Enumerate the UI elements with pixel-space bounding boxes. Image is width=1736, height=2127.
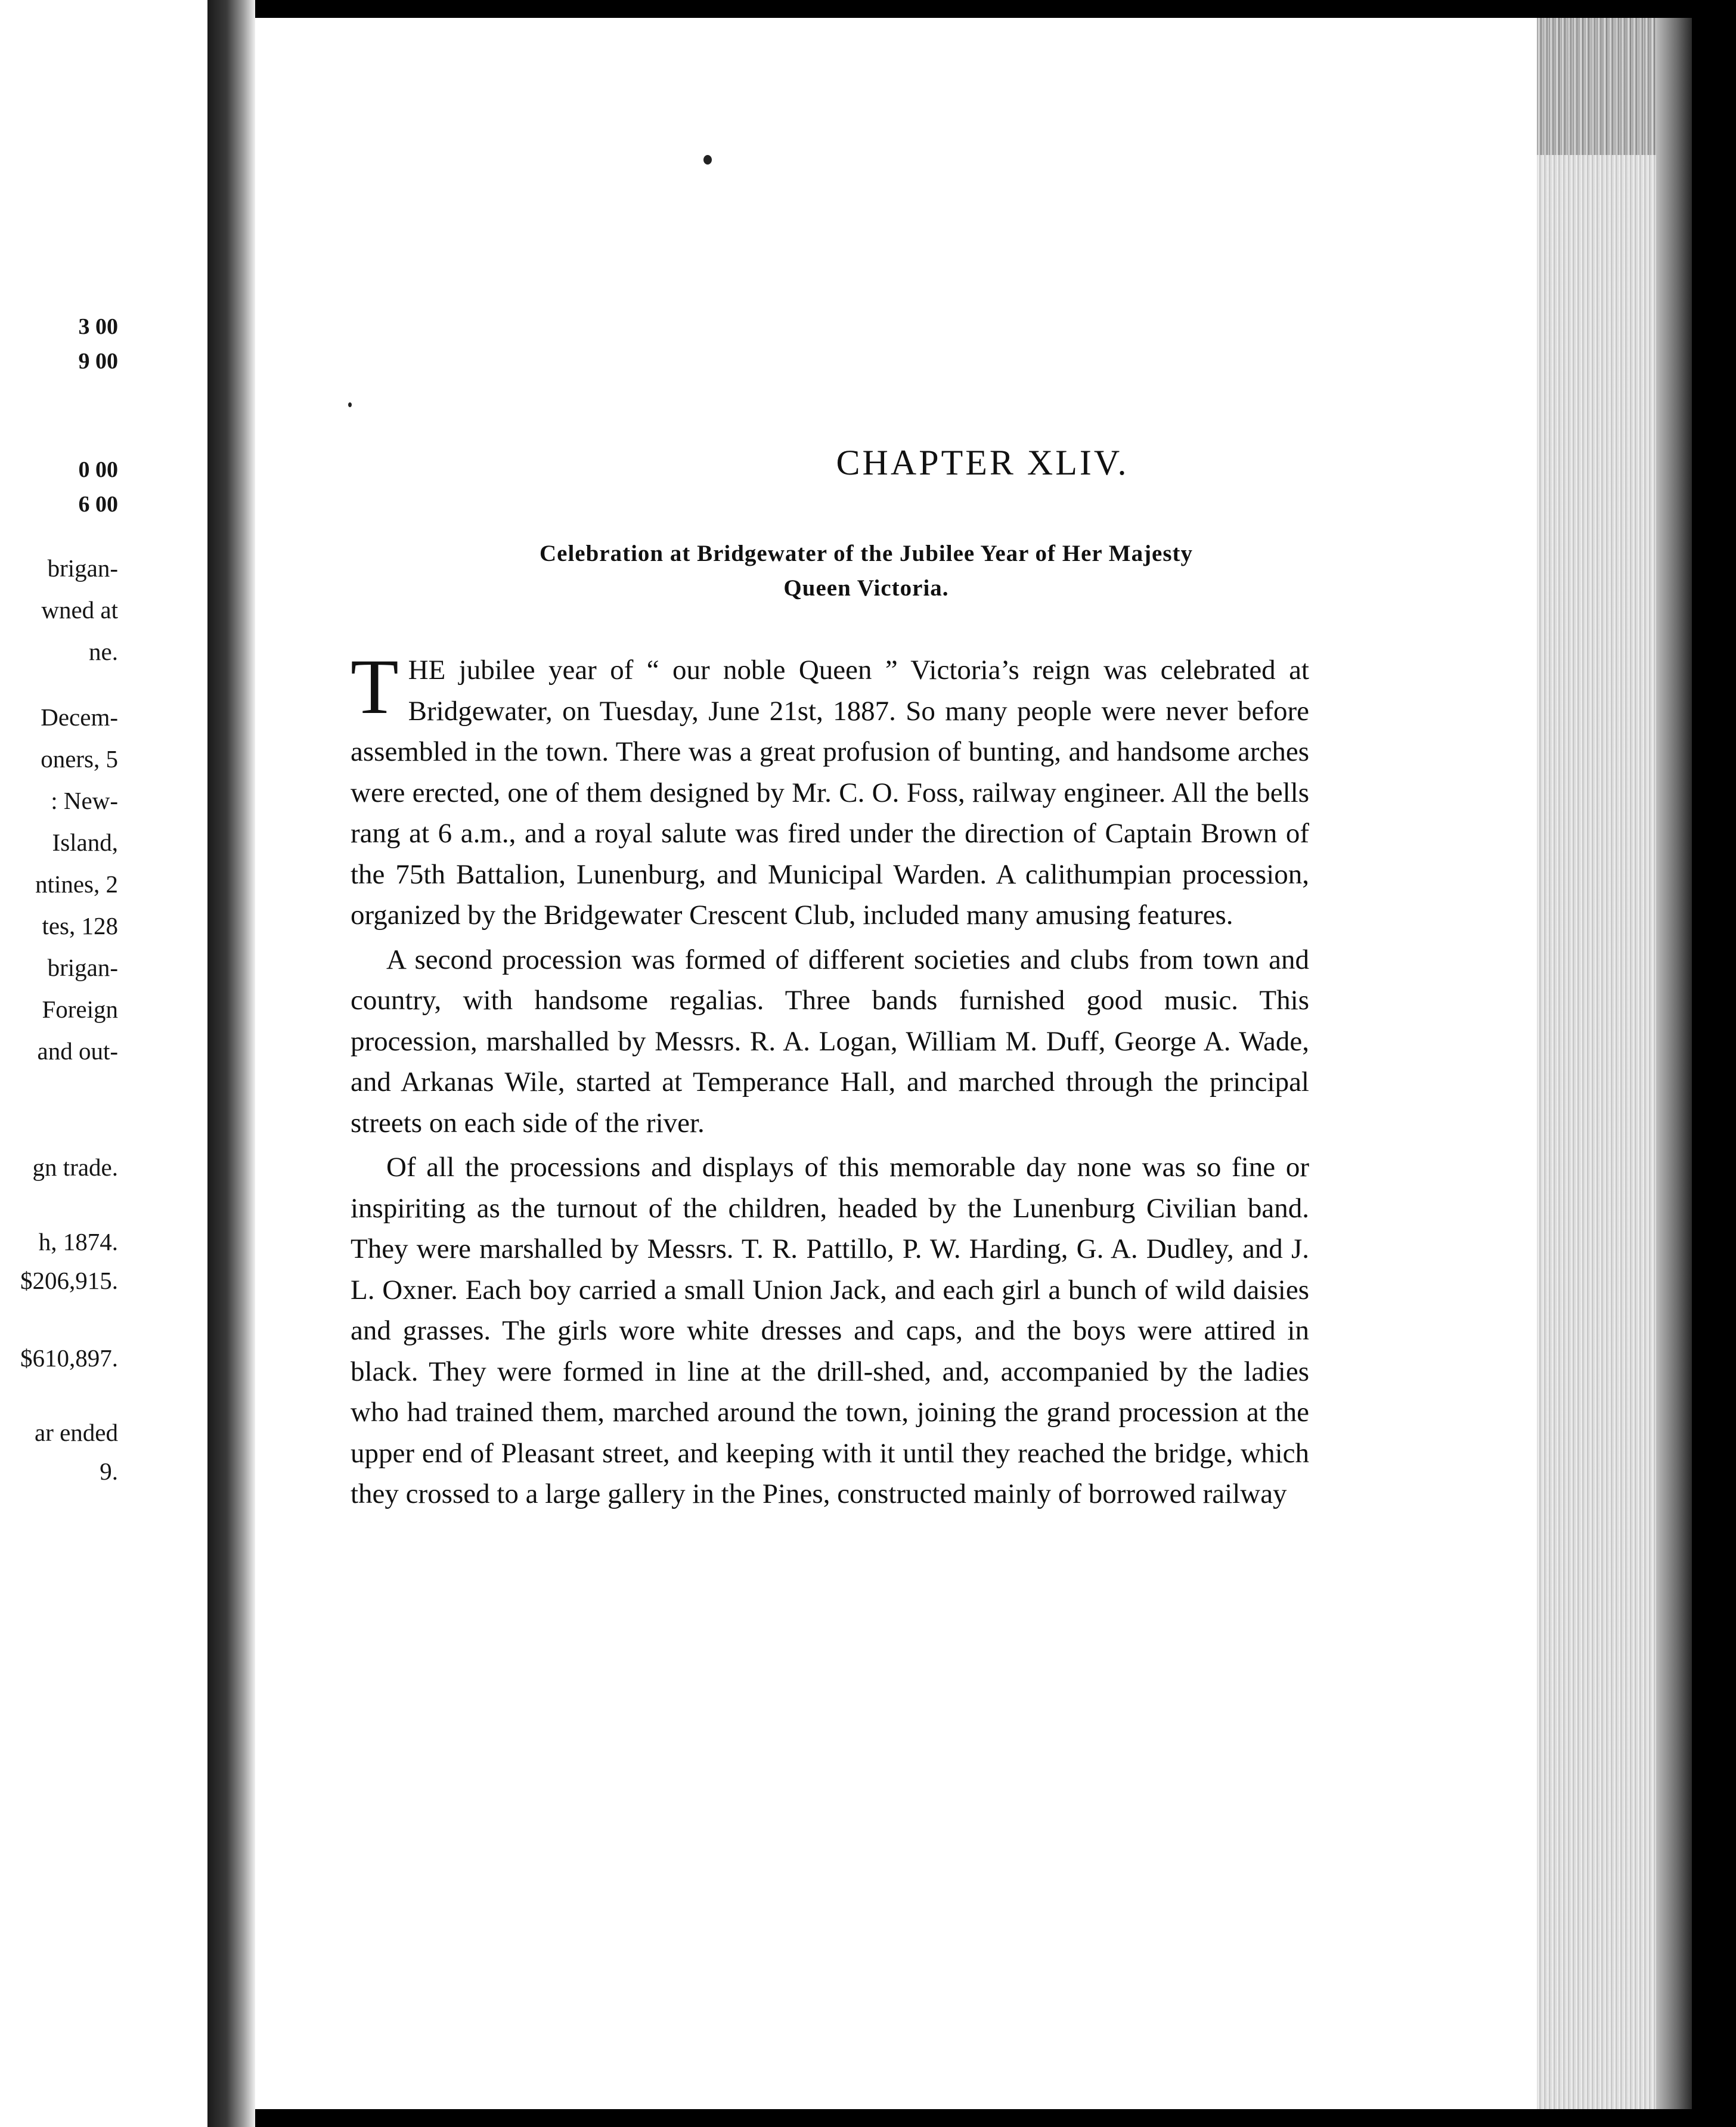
left-page-line: 6 00 [78,492,118,517]
chapter-subtitle [428,537,1304,606]
left-page-line: 9. [100,1458,118,1485]
left-page-line: brigan- [47,554,118,582]
book-fore-edge-shadow [1656,18,1692,2109]
ink-speck [703,155,712,165]
left-page-line: $206,915. [20,1267,118,1294]
drop-cap: T [351,643,399,730]
paragraph: A second procession was formed of different societies and clubs from town and country, with handsome regalias. Three bands furnished good music. This procession, marshalled by Messrs. R. A. Logan, William M. Duff, George A. Wade, and Arkanas Wile, started at Temperance Hall, and marched through the principal streets on each side of the river. [351,944,1309,1139]
ink-speck [348,402,352,407]
left-page-line: ar ended [35,1419,118,1446]
left-page-line: : New- [51,787,118,814]
right-page [255,18,1537,2109]
paragraph: Of all the processions and displays of this memorable day none was so fine or inspiriting as the turnout of the children, headed by the Lunenburg Civilian band. They were marshalled by Messrs. T. R. Pattillo, P. W. Harding, G. A. Dudley, and J. L. Oxner. Each boy carried a small Union Jack, and each girl a bunch of wild daisies and grasses. The girls wore white dresses and caps, and the boys were attired in black. They were formed in line at the drill-shed, and, accompanied by the ladies who had trained them, marched around the town, joining the grand procession at the upper end of Pleasant street, and keeping with it until they reached the bridge, which they crossed to a large gallery in the Pines, constructed mainly of borrowed railway [351,1152,1309,1509]
left-page-line: oners, 5 [41,745,118,773]
left-page-line: Island, [52,829,118,856]
left-page-line: wned at [41,596,118,624]
left-page-line: tes, 128 [42,912,118,940]
left-page-line: ntines, 2 [35,870,118,898]
chapter-title: CHAPTER XLIV. [836,443,1129,482]
chapter-subtitle-line: Celebration at Bridgewater of the Jubilee Year of Her Majesty [539,541,1194,566]
left-page-fragment [0,0,207,2127]
left-page-line: Foreign [42,996,118,1023]
left-page-line: Decem- [41,703,118,731]
left-page-line: h, 1874. [38,1228,118,1255]
left-page-line: brigan- [47,954,118,981]
left-page-line: ne. [89,638,118,665]
left-page-line: 3 00 [78,314,118,339]
left-page-line: 9 00 [78,349,118,374]
left-page-line: and out- [37,1037,118,1065]
chapter-subtitle-line: Queen Victoria. [783,575,949,601]
chapter-body [351,643,1309,1518]
left-page-line: gn trade. [32,1154,118,1181]
book-gutter [207,0,255,2127]
left-page-line: 0 00 [78,457,118,482]
left-page-line: $610,897. [20,1344,118,1372]
paragraph [351,643,1309,936]
paragraph-text: HE jubilee year of “ our noble Queen ” Victoria’s reign was celebrated at Bridgewater, on Tuesday, June 21st, 1887. So many people were never before assembled in the town. There was a great profusion of bunting, and handsome arches were erected, one of them designed by Mr. C. O. Foss, railway engineer. All the bells rang at 6 a.m., and a royal salute was fired under the direction of Captain Brown of the 75th Battalion, Lunenburg, and Municipal Warden. A calithumpian procession, organized by the Bridgewater Crescent Club, included many amusing features. [351,655,1309,931]
